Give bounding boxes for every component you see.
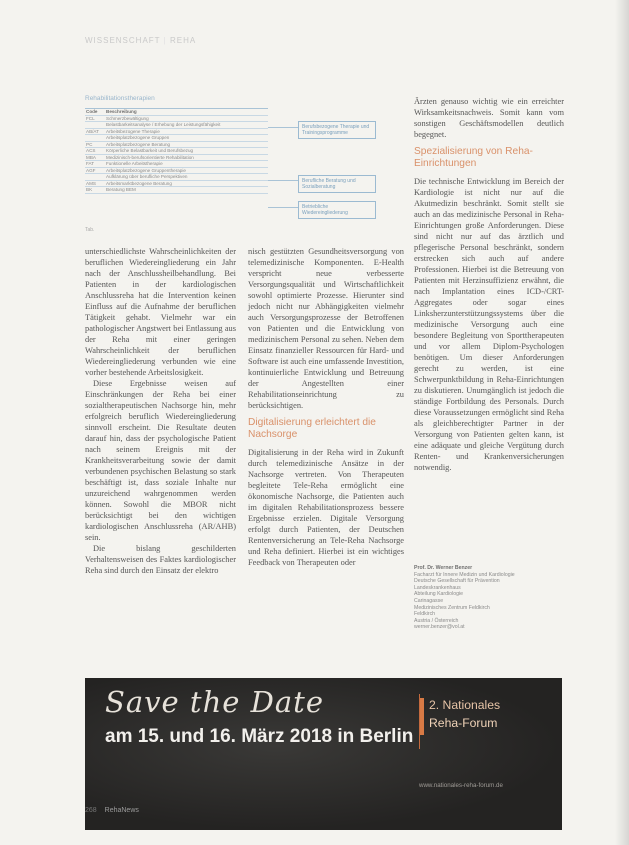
row-description: Arbeitsplatzbezogene Gruppentherapie: [106, 167, 186, 173]
figure-box-reintegration: Betriebliche Wiedereingliederung: [298, 201, 376, 219]
paragraph: Die technische Entwicklung im Bereich der Kardiologie ist nicht nur auf die Akutmedizin beschränkt. Somit stellt sie auch an das medizinische Personal in Reha-Einrichtungen große Anforderungen. Diese sind nicht nur auf das ärztlich und pflegerische Personal beschränkt, sondern erstrecken sich auch auf andere Professionen. Hierbei ist die Betreuung von Patienten mit Herzinsuffizienz erwähnt, die nach Implantation eines ICD-/CRT-Aggregates oder sogar eines Linksherzunterstützungssystems über die medizinische Versorgung auch eine besondere Begleitung von Sporttherapeuten und vor allem Diplom-Psychologen benötigen. Um dieser Anforderungen gerecht zu werden, ist eine Schwerpunktbildung in Reha-Einrichtungen zu diskutieren. Unumgänglich ist jedoch die ständige Fortbildung des Personals. Durch diese Voraussetzungen ermöglicht sind Reha als gleichberechtigter Partner in der Versorgung von Patienten gelten kann, ist eine adäquate und gleiche Vergütung durch Renten- und Krankenversicherungen notwendig.: [414, 177, 564, 472]
text-column-3: [414, 96, 564, 526]
row-code: FCL: [86, 115, 95, 121]
author-line: Carinagasse: [414, 597, 444, 604]
author-line: Austria / Österreich: [414, 617, 459, 624]
author-name: Prof. Dr. Werner Benzer: [414, 565, 473, 571]
paragraph: Ärzten genauso wichtig wie ein erreichter Wirksamkeitsnachweis. Somit kann vom sonstigen Geschäftsmodellen deutlich begegnet.: [414, 97, 564, 139]
subheading-digitalization: Digitalisierung erleichtert die Nachsorge: [248, 417, 376, 440]
row-description: Schmerzbewältigung: [106, 115, 149, 121]
connector-line: [268, 207, 298, 208]
row-code: AGF: [86, 167, 96, 173]
paragraph: unterschiedlichste Wahrscheinlichkeiten der beruflichen Wiedereingliederung ein Jahr nach der Anschlussheilbehandlung. Bei Patienten in der kardiologischen Anschlussreha hat die Intervention keinen Einfluss auf die Aufnahme der beruflichen Tätigkeit gehabt. Vielmehr war ein pathologischer Angstwert bei Entlassung aus der Reha mit einer geringen Wahrscheinlichkeit der beruflichen Wiedereingliederung verbunden wie eine vorher bestehende Arbeitslosigkeit.: [85, 247, 236, 377]
connector-line: [268, 127, 298, 128]
row-code: FAT: [86, 161, 95, 166]
author-line: Medizinisches Zentrum Feldkirch: [414, 604, 490, 611]
row-description: Körperliche Belastbarkeit und Berufsbezug: [106, 148, 194, 153]
section-header: [85, 36, 196, 45]
paragraph: nisch gestützten Gesundheitsversorgung von telemedizinische Komponenten. E-Health verspricht neue verbesserte Versorgungsqualität und Wirtschaftlichkeit sowohl optimierte Prozesse. Hierunter sind jedoch nicht nur Abhängigkeiten vielmehr auch Versorgungsprozesse der Betroffenen von Patienten und die Entwicklung von medizinischem Personal zu sehen. Neben dem Einsatz finanzieller Ressourcen für Hard- und Software ist auch eine umfassende Investition, kontinuierliche Entwicklung und Betreuung der Angestellten einer Rehabilitationseinrichtung zu berücksichtigen.: [248, 247, 404, 410]
figure-table-row: [85, 187, 268, 194]
row-code: MBA: [86, 154, 96, 160]
section-topic: REHA: [169, 36, 197, 45]
row-code: AMS: [86, 180, 96, 186]
author-line: Feldkirch: [414, 611, 436, 618]
subheading-specialization: Spezialisierung von Reha-Einrichtungen: [414, 146, 533, 169]
author-contact: [414, 565, 564, 631]
section-divider: |: [163, 36, 167, 45]
logo-line-2: Reha-Forum: [429, 716, 498, 730]
table-header-description: Beschreibung: [106, 109, 137, 114]
connector-line: [268, 180, 298, 181]
banner-url-link[interactable]: www.nationales-reha-forum.de: [419, 782, 503, 789]
row-description: Funktionelle Arbeitstherapie: [106, 161, 163, 166]
row-description: Arbeitsbezogene Therapie: [106, 128, 160, 134]
row-description: Arbeitsplatzbezogene Beratung: [106, 141, 171, 147]
row-code: [85, 122, 106, 128]
text-column-2: [248, 246, 404, 686]
figure-note: Tab.: [85, 227, 95, 233]
figure-box-counseling: Berufliche Beratung und Sozialberatung: [298, 175, 376, 193]
logo-accent-bar: [420, 698, 424, 735]
row-description: Arbeitsmarktbezogene Beratung: [106, 180, 172, 186]
table-header-code: Code: [86, 109, 98, 114]
page-footer: [85, 807, 139, 814]
page-number: 268: [85, 807, 97, 814]
journal-name: RehaNews: [104, 807, 139, 814]
section-label: WISSENSCHAFT: [85, 36, 161, 45]
author-line: Facharzt für Innere Medizin und Kardiologie: [414, 571, 515, 578]
page-edge-shadow: [615, 0, 629, 845]
row-code: AB/AT: [86, 128, 99, 134]
row-code: [85, 174, 106, 180]
save-the-date-banner[interactable]: [85, 678, 562, 830]
paragraph: Diese Ergebnisse weisen auf Einschränkungen der Reha bei einer sozialtherapeutischen Nachsorge hin, mehr erfolgreich beruflich Wiedereingliederung sinnvoll erscheint. Die Resultate deuten darauf hin, dass der psychologische Patient nach seinem Ereignis mit der Krankheitsverarbeitung sowie der damit verbundenen psychischen Belastung so stark beschäftigt ist, dass soziale Inhalte nur unzureichend wahrgenommen werden können. Sowohl die MBOR nicht berücksichtigt bei den wichtigen kardiologischen Anschlussreha (AR/AHB) sein.: [85, 379, 236, 542]
row-description: Belastbarkeitsanalyse / Erhebung der Leistungsfähigkeit: [106, 122, 221, 127]
figure-box-therapy: Berufsbezogene Therapie und Trainingsprogramme: [298, 121, 376, 139]
author-line: Deutsche Gesellschaft für Prävention: [414, 578, 500, 585]
row-description: Medizinisch-berufsorientierte Rehabilitation: [106, 154, 194, 160]
row-description: Arbeitsplatzbezogene Gruppen: [106, 135, 170, 140]
figure-table: [85, 108, 268, 194]
paragraph: Digitalisierung in der Reha wird in Zukunft durch telemedizinische Ansätze in der Nachsorge vertreten. Von Therapeuten begleitete Tele-Reha ermöglicht eine ökonomische Nachsorge, die Patienten auch im digitalen Rehabilitationsprozess bessere Ergebnisse erzielen. Digitale Versorgung erfolgt durch Patienten, der Deutschen Rentenversicherung an Tele-Reha Nachsorge und Reha definiert. Hierbei ist ein wichtiges Feedback von Therapeuten oder: [248, 448, 404, 567]
row-code: ACS: [86, 148, 96, 153]
banner-title: Save the Date: [105, 685, 324, 719]
row-code: BK: [86, 187, 93, 192]
figure-caption: Rehabilitationstherapien: [85, 95, 155, 102]
author-line: Abteilung Kardiologie: [414, 591, 464, 598]
paragraph: Die bislang geschilderten Verhaltensweisen des Faktes kardiologischer Reha sind durch den Einsatz der elektro: [85, 544, 236, 575]
row-code: PC: [86, 141, 93, 147]
row-description: Beratung BEM: [106, 187, 136, 192]
author-line: Landeskrankenhaus: [414, 584, 461, 591]
therapy-figure: [85, 95, 395, 235]
row-description: Aufklärung über berufliche Perspektiven: [106, 174, 188, 179]
row-code: [85, 135, 106, 141]
author-email: werner.benzer@vol.at: [414, 624, 465, 631]
banner-date: am 15. und 16. März 2018 in Berlin: [105, 726, 414, 747]
reha-forum-logo: [419, 694, 560, 749]
logo-line-1: 2. Nationales: [429, 698, 501, 712]
